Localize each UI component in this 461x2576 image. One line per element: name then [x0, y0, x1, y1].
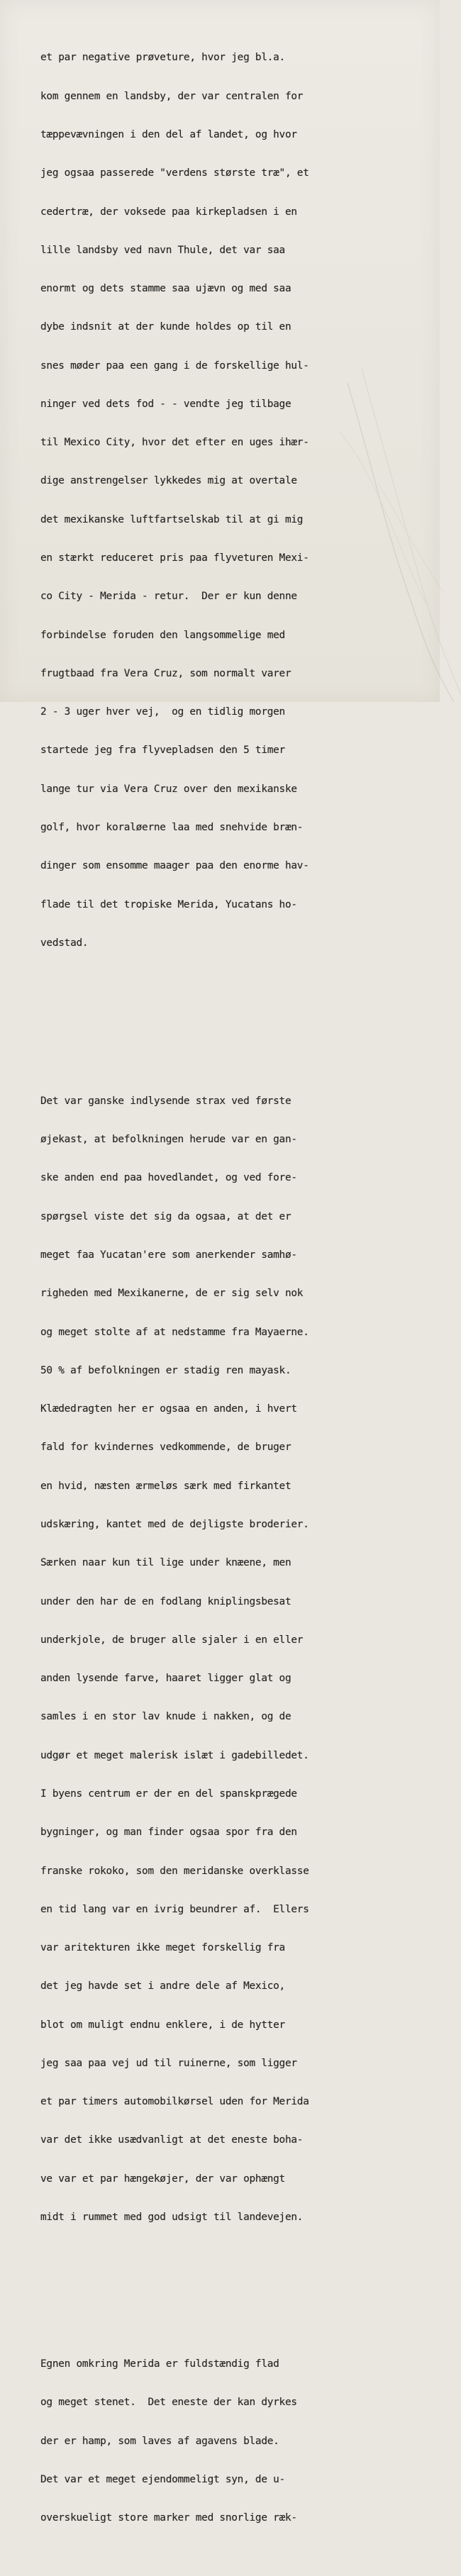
text-line: jeg ogsaa passerede "verdens største træ", et — [40, 167, 309, 179]
text-line: jeg saa paa vej ud til ruinerne, som ligger — [40, 2057, 297, 2069]
text-line: Det var ganske indlysende strax ved første — [40, 1095, 291, 1107]
text-line: lille landsby ved navn Thule, det var saa — [40, 244, 285, 256]
text-line: midt i rummet med god udsigt til landevejen. — [40, 2212, 304, 2224]
text-line: og meget stolte af at nedstamme fra Mayaerne. — [40, 1326, 309, 1338]
text-line: 2 - 3 uger hver vej, og en tidlig morgen — [40, 706, 285, 718]
text-line: co City - Merida - retur. Der er kun denne — [40, 591, 297, 603]
text-line: anden lysende farve, haaret ligger glat og — [40, 1673, 291, 1685]
text-line: det jeg havde set i andre dele af Mexico, — [40, 1980, 285, 1992]
text-line: 50 % af befolkningen er stadig ren mayask. — [40, 1364, 291, 1376]
text-line: snes møder paa een gang i de forskellige hul- — [40, 359, 309, 372]
text-line: under den har de en fodlang kniplingsbesat — [40, 1595, 291, 1607]
text-line: Klædedragten her er ogsaa en anden, i hvert — [40, 1403, 297, 1415]
text-line: meget faa Yucatan'ere som anerkender samhø- — [40, 1249, 297, 1261]
text-line: righeden med Mexikanerne, de er sig selv nok — [40, 1288, 304, 1300]
text-line: fald for kvindernes vedkommende, de bruger — [40, 1442, 291, 1454]
paragraph-1 — [40, 26, 438, 975]
text-line: enormt og dets stamme saa ujævn og med saa — [40, 283, 291, 295]
text-line: udskæring, kantet med de dejligste broderier. — [40, 1518, 309, 1530]
text-line: Det var et meget ejendommeligt syn, de u- — [40, 2473, 285, 2485]
text-line: en tid lang var en ivrig beundrer af. Ellers — [40, 1903, 309, 1915]
text-line: cedertræ, der voksede paa kirkepladsen i en — [40, 206, 297, 218]
text-line: dige anstrengelser lykkedes mig at overtale — [40, 475, 297, 487]
text-line: var aritekturen ikke meget forskellig fra — [40, 1942, 285, 1954]
text-line: der er hamp, som laves af agavens blade. — [40, 2435, 279, 2447]
text-line: et par negative prøveture, hvor jeg bl.a. — [40, 52, 285, 64]
paragraph-spacing — [40, 1013, 438, 1030]
text-line: golf, hvor koraløerne laa med snehvide bræn- — [40, 822, 304, 833]
text-line: var det ikke usædvanligt at det eneste boha- — [40, 2134, 304, 2146]
text-line: flade til det tropiske Merida, Yucatans ho- — [40, 898, 297, 910]
paragraph-2 — [40, 1069, 438, 2250]
text-line: det mexikanske luftfartselskab til at gi mig — [40, 513, 304, 525]
text-line: et par timers automobilkørsel uden for Merida — [40, 2096, 309, 2108]
text-line: ske anden end paa hovedlandet, og ved fore- — [40, 1172, 297, 1184]
text-line: udgør et meget malerisk islæt i gadebilledet. — [40, 1749, 309, 1761]
text-line: spørgsel viste det sig da ogsaa, at det er — [40, 1210, 291, 1222]
text-line: overskueligt store marker med snorlige ræk- — [40, 2512, 297, 2524]
text-line: Egnen omkring Merida er fuldstændig flad — [40, 2358, 279, 2370]
text-line: frugtbaad fra Vera Cruz, som normalt varer — [40, 667, 291, 679]
text-line: øjekast, at befolkningen herude var en gan- — [40, 1134, 297, 1146]
text-line: tæppevævningen i den del af landet, og hvor — [40, 128, 297, 140]
text-line: Særken naar kun til lige under knæene, men — [40, 1557, 291, 1569]
text-line: dybe indsnit at der kunde holdes op til en — [40, 321, 291, 333]
text-line: dinger som ensomme maager paa den enorme hav- — [40, 860, 309, 872]
text-line: forbindelse foruden den langsommelige med — [40, 629, 285, 641]
text-line: en hvid, næsten ærmeløs særk med firkantet — [40, 1480, 291, 1492]
text-line: kom gennem en landsby, der var centralen for — [40, 90, 304, 102]
text-line: samles i en stor lav knude i nakken, og de — [40, 1711, 291, 1723]
text-line: lange tur via Vera Cruz over den mexikanske — [40, 783, 297, 795]
text-line: franske rokoko, som den meridanske overklasse — [40, 1865, 309, 1877]
document-body — [40, 0, 438, 2576]
text-line: ve var et par hængekøjer, der var ophængt — [40, 2173, 285, 2185]
paragraph-spacing — [40, 2288, 438, 2294]
text-line: en stærkt reduceret pris paa flyveturen Mexi- — [40, 552, 309, 564]
text-line: vedstad. — [40, 937, 89, 949]
text-line: startede jeg fra flyvepladsen den 5 timer — [40, 745, 285, 757]
text-line: I byens centrum er der en del spanskprægede — [40, 1788, 297, 1800]
text-line: til Mexico City, hvor det efter en uges ihær- — [40, 437, 309, 449]
text-line: og meget stenet. Det eneste der kan dyrkes — [40, 2397, 297, 2409]
text-line: bygninger, og man finder ogsaa spor fra den — [40, 1827, 297, 1839]
paragraph-3 — [40, 2332, 438, 2550]
text-line: underkjole, de bruger alle sjaler i en eller — [40, 1634, 304, 1646]
text-line: blot om muligt endnu enklere, i de hytter — [40, 2019, 285, 2031]
text-line: ninger ved dets fod - - vendte jeg tilbage — [40, 398, 291, 410]
